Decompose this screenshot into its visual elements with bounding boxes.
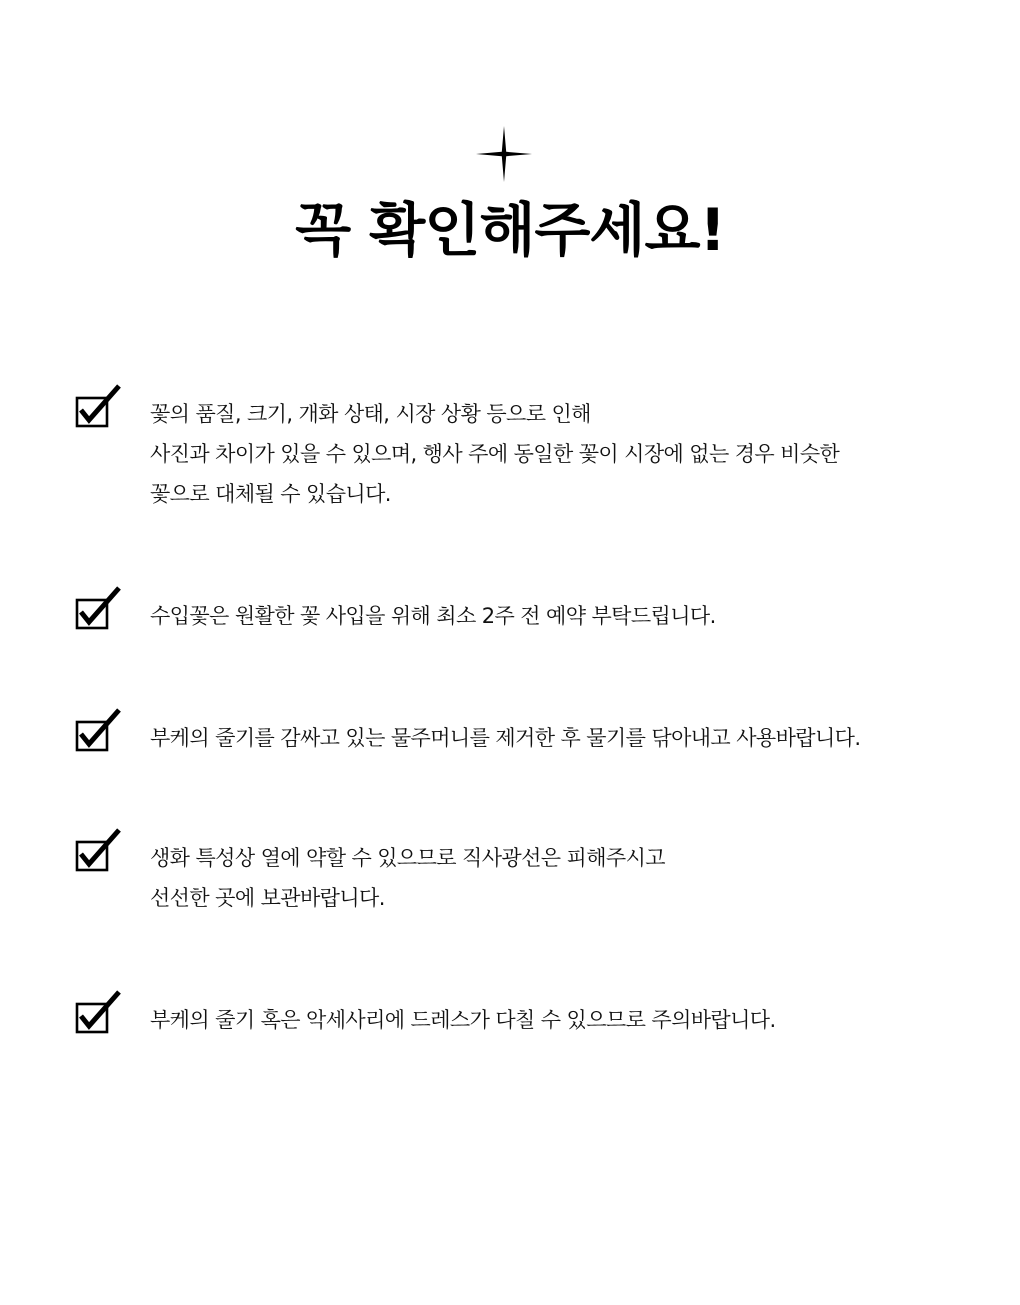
notice-line: 꽃으로 대체될 수 있습니다. xyxy=(150,482,391,506)
notice-line: 부케의 줄기 혹은 악세사리에 드레스가 다칠 수 있으므로 주의바랍니다. xyxy=(150,1008,776,1032)
notice-text xyxy=(150,718,950,758)
checkbox-checked-icon xyxy=(72,708,122,754)
notice-line: 수입꽃은 원활한 꽃 사입을 위해 최소 2주 전 예약 부탁드립니다. xyxy=(150,604,716,628)
notice-text xyxy=(150,1000,950,1040)
notice-text xyxy=(150,838,950,918)
checkbox-checked-icon xyxy=(72,990,122,1036)
checkbox-checked-icon xyxy=(72,828,122,874)
notice-line: 생화 특성상 열에 약할 수 있으므로 직사광선은 피해주시고 xyxy=(150,846,665,870)
notice-line: 선선한 곳에 보관바랍니다. xyxy=(150,886,385,910)
four-point-star-icon xyxy=(476,126,532,182)
checkbox-checked-icon xyxy=(72,586,122,632)
notice-line: 꽃의 품질, 크기, 개화 상태, 시장 상황 등으로 인해 xyxy=(150,402,591,426)
notice-text xyxy=(150,394,950,514)
notice-line: 부케의 줄기를 감싸고 있는 물주머니를 제거한 후 물기를 닦아내고 사용바랍니다. xyxy=(150,726,861,750)
notice-line: 사진과 차이가 있을 수 있으며, 행사 주에 동일한 꽃이 시장에 없는 경우 비슷한 xyxy=(150,442,840,466)
checkbox-checked-icon xyxy=(72,384,122,430)
page-title: 꼭 확인해주세요! xyxy=(295,196,725,264)
notice-text xyxy=(150,596,950,636)
